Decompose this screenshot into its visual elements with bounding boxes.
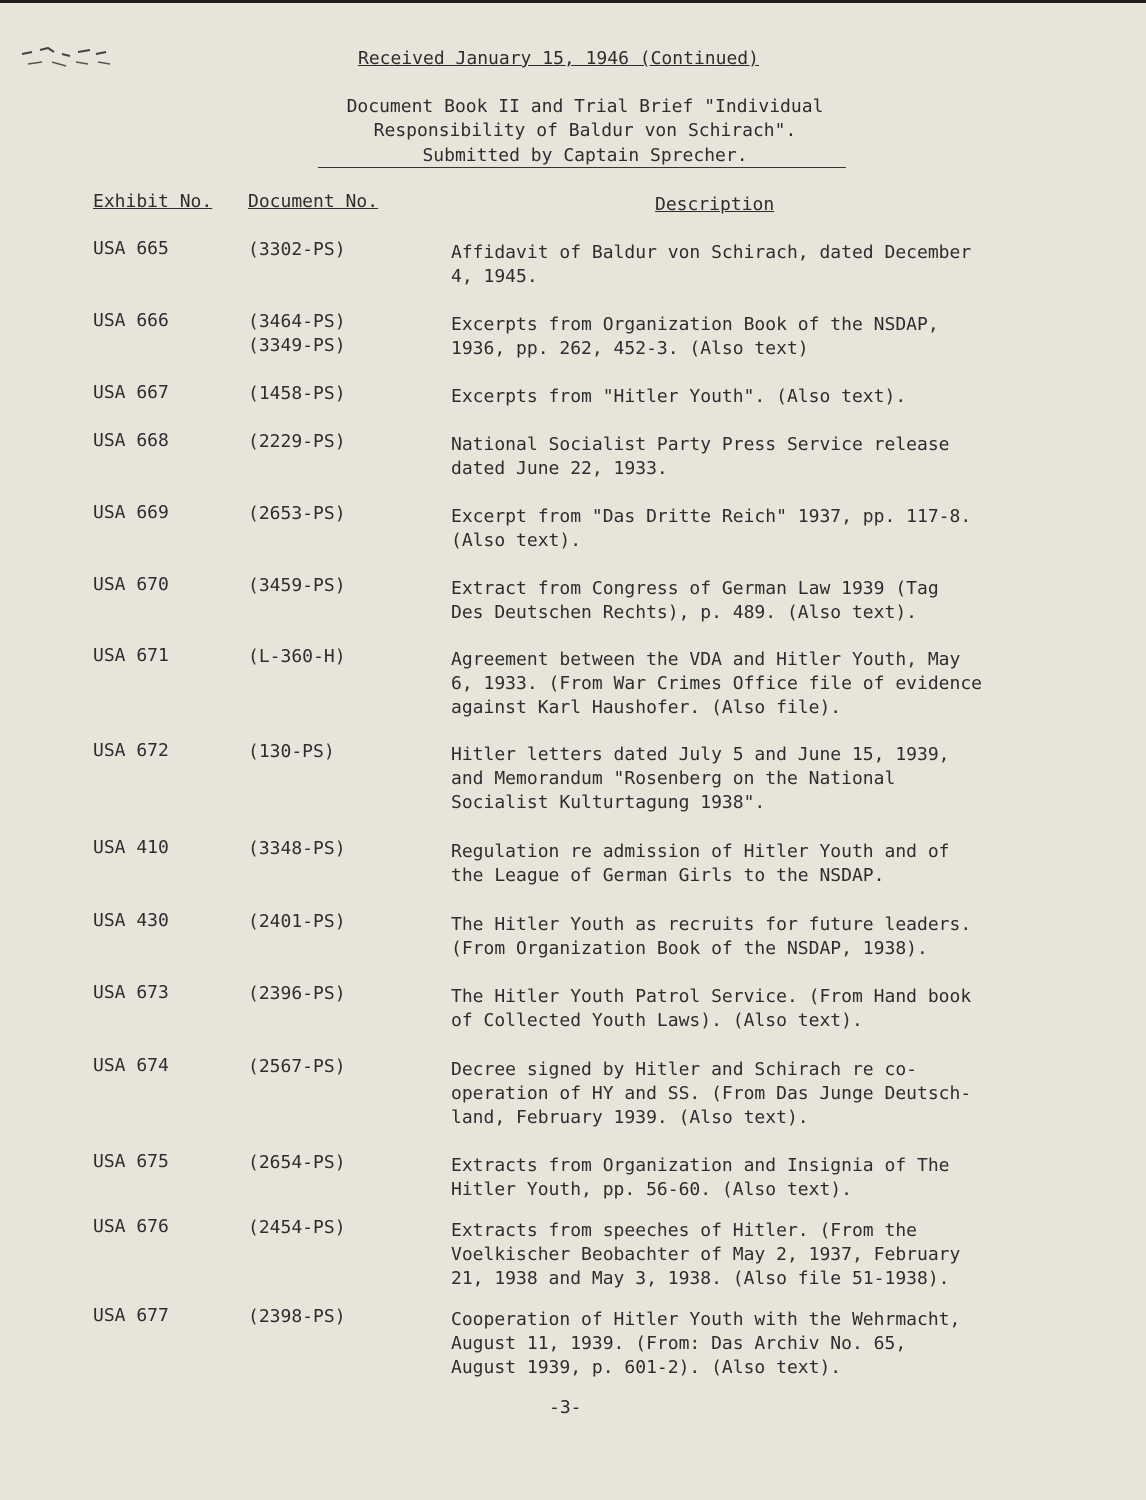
description-text: Agreement between the VDA and Hitler Youth, May 6, 1933. (From War Crimes Office file of evidence against Karl Haushofer. (Also file).	[451, 649, 983, 718]
document-number: (3348-PS)	[248, 838, 346, 859]
document-number: (2567-PS)	[248, 1056, 346, 1077]
description-text: Excerpt from "Das Dritte Reich" 1937, pp. 117-8. (Also text).	[451, 506, 972, 551]
document-number: (3464-PS) (3349-PS)	[248, 311, 346, 356]
document-number: (L-360-H)	[248, 646, 346, 667]
document-number: (2654-PS)	[248, 1152, 346, 1173]
column-header-document: Document No.	[248, 191, 379, 212]
exhibit-number: USA 670	[93, 574, 169, 595]
page-number: -3-	[549, 1397, 582, 1418]
document-number: (3459-PS)	[248, 575, 346, 596]
document-number: (2454-PS)	[248, 1217, 346, 1238]
document-number: (2229-PS)	[248, 431, 346, 452]
description-text: The Hitler Youth as recruits for future leaders. (From Organization Book of the NSDAP, 1938).	[451, 914, 972, 959]
description-text: Decree signed by Hitler and Schirach re co- operation of HY and SS. (From Das Junge Deutsch- land, February 1939. (Also text).	[451, 1059, 972, 1128]
description-text: The Hitler Youth Patrol Service. (From Hand book of Collected Youth Laws). (Also text).	[451, 986, 972, 1031]
exhibit-number: USA 666	[93, 310, 169, 331]
exhibit-number: USA 676	[93, 1216, 169, 1237]
exhibit-number: USA 675	[93, 1151, 169, 1172]
document-number: (2401-PS)	[248, 911, 346, 932]
description-text: Extract from Congress of German Law 1939 (Tag Des Deutschen Rechts), p. 489. (Also text).	[451, 578, 939, 623]
description-text: National Socialist Party Press Service release dated June 22, 1933.	[451, 434, 950, 479]
exhibit-number: USA 410	[93, 837, 169, 858]
description-text: Excerpts from Organization Book of the NSDAP, 1936, pp. 262, 452-3. (Also text)	[451, 314, 939, 359]
exhibit-number: USA 669	[93, 502, 169, 523]
exhibit-number: USA 672	[93, 740, 169, 761]
received-heading: Received January 15, 1946 (Continued)	[358, 48, 759, 69]
description-text: Extracts from Organization and Insignia of The Hitler Youth, pp. 56-60. (Also text).	[451, 1155, 950, 1200]
exhibit-number: USA 665	[93, 238, 169, 259]
top-border	[0, 0, 1146, 3]
description-text: Excerpts from "Hitler Youth". (Also text).	[451, 386, 907, 407]
subtitle-line-2: Responsibility of Baldur von Schirach".	[373, 120, 797, 141]
exhibit-number: USA 674	[93, 1055, 169, 1076]
document-number: (1458-PS)	[248, 383, 346, 404]
description-text: Extracts from speeches of Hitler. (From the Voelkischer Beobachter of May 2, 1937, February 21, 1938 and May 3, 1938. (Also file 51-1938).	[451, 1220, 961, 1289]
description-text: Cooperation of Hitler Youth with the Wehrmacht, August 11, 1939. (From: Das Archiv No. 65, August 1939, p. 601-2). (Also text).	[451, 1309, 961, 1378]
column-header-exhibit: Exhibit No.	[93, 191, 213, 212]
subtitle-line-1: Document Book II and Trial Brief "Individual	[346, 96, 824, 117]
description-text: Hitler letters dated July 5 and June 15, 1939, and Memorandum "Rosenberg on the National Socialist Kulturtagung 1938".	[451, 744, 950, 813]
exhibit-number: USA 668	[93, 430, 169, 451]
description-text: Affidavit of Baldur von Schirach, dated December 4, 1945.	[451, 242, 972, 287]
subtitle-line-3: Submitted by Captain Sprecher.	[422, 145, 748, 166]
exhibit-number: USA 677	[93, 1305, 169, 1326]
exhibit-number: USA 673	[93, 982, 169, 1003]
document-number: (2398-PS)	[248, 1306, 346, 1327]
document-number: (3302-PS)	[248, 239, 346, 260]
exhibit-number: USA 671	[93, 645, 169, 666]
document-number: (2653-PS)	[248, 503, 346, 524]
document-number: (2396-PS)	[248, 983, 346, 1004]
exhibit-number: USA 667	[93, 382, 169, 403]
document-number: (130-PS)	[248, 741, 335, 762]
scribble-mark	[18, 40, 118, 80]
description-text: Regulation re admission of Hitler Youth and of the League of German Girls to the NSDAP.	[451, 841, 950, 886]
column-header-description: Description	[655, 194, 775, 215]
exhibit-number: USA 430	[93, 910, 169, 931]
subtitle-underline	[318, 167, 846, 168]
